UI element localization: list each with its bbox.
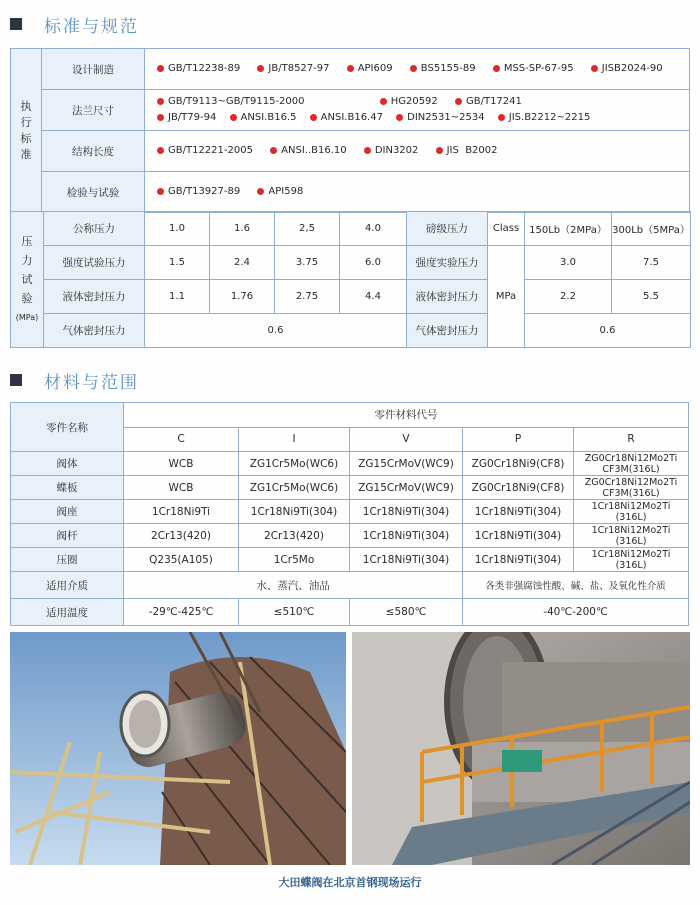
pressure-class-value: 150Lb（2MPa）	[525, 212, 612, 246]
pressure-mpa-unit: MPa	[488, 246, 525, 348]
material-cell: ZG1Cr5Mo(WC6)	[239, 452, 350, 476]
pressure-label-gas: 气体密封压力	[44, 314, 145, 348]
material-cell: 1Cr18Ni9Ti(304)	[463, 548, 574, 572]
standards-table	[10, 48, 690, 213]
bullet-dot-icon	[455, 98, 462, 105]
material-code: R	[574, 427, 689, 452]
temp-label: 适用温度	[11, 599, 124, 626]
pressure-right-label: 磅级压力	[407, 212, 488, 246]
bullet-dot-icon	[498, 114, 505, 121]
pressure-right-label: 液体密封压力	[407, 280, 488, 314]
pressure-value: 3.75	[275, 246, 340, 280]
pressure-value: 1.0	[145, 212, 210, 246]
section-title-materials	[10, 368, 139, 392]
pressure-side-label: 压力试验 (MPa)	[11, 212, 44, 348]
std-item: JB/T8527-97	[257, 63, 329, 74]
material-cell: 1Cr18Ni9Ti(304)	[350, 500, 463, 524]
standards-side-label: 执行标准	[11, 49, 42, 213]
std-label-flange: 法兰尺寸	[42, 90, 145, 131]
material-cell: ZG0Cr18Ni12Mo2Ti CF3M(316L)	[574, 452, 689, 476]
photo-valve-platform	[352, 632, 690, 865]
std-item: GB/T17241	[455, 96, 522, 107]
material-cell: 2Cr13(420)	[239, 524, 350, 548]
pressure-class-value: 300Lb（5MPa）	[612, 212, 691, 246]
bullet-dot-icon	[230, 114, 237, 121]
material-cell: 1Cr18Ni12Mo2Ti (316L)	[574, 548, 689, 572]
temp-value: -40℃-200℃	[463, 599, 689, 626]
bullet-dot-icon	[347, 65, 354, 72]
part-name: 阀体	[11, 452, 124, 476]
pressure-value: 0.6	[145, 314, 407, 348]
std-item: GB/T12238-89	[157, 63, 240, 74]
pressure-value: 6.0	[340, 246, 407, 280]
bullet-dot-icon	[157, 98, 164, 105]
bullet-dot-icon	[270, 147, 277, 154]
pressure-right-label: 气体密封压力	[407, 314, 488, 348]
pressure-class-value: 3.0	[525, 246, 612, 280]
bullet-dot-icon	[493, 65, 500, 72]
table-row	[11, 500, 689, 524]
pressure-table	[10, 211, 691, 348]
pressure-value: 1.5	[145, 246, 210, 280]
material-cell: Q235(A105)	[124, 548, 239, 572]
std-item: HG20592	[380, 96, 438, 107]
std-test-items	[145, 172, 690, 213]
pressure-value: 1.1	[145, 280, 210, 314]
material-code: P	[463, 427, 574, 452]
material-cell: 1Cr18Ni9Ti	[124, 500, 239, 524]
photo-valve-tower	[10, 632, 346, 865]
pressure-label-liquid: 液体密封压力	[44, 280, 145, 314]
std-item: JIS B2002	[436, 145, 498, 156]
material-cell: ZG0Cr18Ni9(CF8)	[463, 452, 574, 476]
temp-value: ≤510℃	[239, 599, 350, 626]
table-row	[11, 548, 689, 572]
std-length-items	[145, 131, 690, 172]
table-row	[11, 524, 689, 548]
pressure-value: 4.0	[340, 212, 407, 246]
bullet-dot-icon	[364, 147, 371, 154]
std-item: API598	[257, 186, 303, 197]
std-flange-items	[145, 90, 690, 131]
pressure-label-strength: 强度试验压力	[44, 246, 145, 280]
pressure-value: 2,5	[275, 212, 340, 246]
part-name: 阀杆	[11, 524, 124, 548]
bullet-dot-icon	[396, 114, 403, 121]
media-label: 适用介质	[11, 572, 124, 599]
std-item: JIS.B2212~2215	[498, 112, 591, 123]
material-cell: WCB	[124, 452, 239, 476]
material-cell: 1Cr18Ni9Ti(304)	[239, 500, 350, 524]
temp-value: -29℃-425℃	[124, 599, 239, 626]
media-value: 各类非强腐蚀性酸、碱、盐、及氧化性介质	[463, 572, 689, 599]
pressure-class-value: 5.5	[612, 280, 691, 314]
std-item: ANSI.B16.47	[310, 112, 383, 123]
material-cell: 1Cr18Ni9Ti(304)	[350, 524, 463, 548]
materials-part-header: 零件名称	[11, 403, 124, 452]
material-cell: ZG15CrMoV(WC9)	[350, 452, 463, 476]
material-cell: 1Cr18Ni9Ti(304)	[350, 548, 463, 572]
materials-code-header: 零件材料代号	[124, 403, 689, 428]
std-item: API609	[347, 63, 393, 74]
std-item: GB/T9113~GB/T9115-2000	[157, 96, 305, 107]
bullet-dot-icon	[436, 147, 443, 154]
std-item: GB/T13927-89	[157, 186, 240, 197]
square-bullet-icon	[10, 374, 22, 386]
std-item: DIN3202	[364, 145, 419, 156]
pressure-class-value: 0.6	[525, 314, 691, 348]
material-cell: 1Cr18Ni12Mo2Ti (316L)	[574, 500, 689, 524]
table-row	[11, 452, 689, 476]
std-item: JB/T79-94	[157, 112, 216, 123]
bullet-dot-icon	[410, 65, 417, 72]
photo-caption: 大田蝶阀在北京首钢现场运行	[278, 876, 422, 889]
pressure-class-value: 7.5	[612, 246, 691, 280]
material-cell: 1Cr18Ni9Ti(304)	[463, 500, 574, 524]
material-cell: 2Cr13(420)	[124, 524, 239, 548]
part-name: 蝶板	[11, 476, 124, 500]
materials-table	[10, 402, 689, 626]
std-item: DIN2531~2534	[396, 112, 484, 123]
bullet-dot-icon	[157, 147, 164, 154]
bullet-dot-icon	[157, 65, 164, 72]
pressure-value: 2.75	[275, 280, 340, 314]
bullet-dot-icon	[257, 65, 264, 72]
material-cell: 1Cr18Ni9Ti(304)	[463, 524, 574, 548]
std-item: BS5155-89	[410, 63, 476, 74]
pressure-right-label: 强度实验压力	[407, 246, 488, 280]
square-bullet-icon	[10, 18, 22, 30]
std-label-test: 检验与试验	[42, 172, 145, 213]
pressure-label-nominal: 公称压力	[44, 212, 145, 246]
material-code: V	[350, 427, 463, 452]
material-cell: 1Cr5Mo	[239, 548, 350, 572]
bullet-dot-icon	[157, 188, 164, 195]
pressure-value: 2.4	[210, 246, 275, 280]
bullet-dot-icon	[310, 114, 317, 121]
material-cell: ZG15CrMoV(WC9)	[350, 476, 463, 500]
part-name: 阀座	[11, 500, 124, 524]
std-item: MSS-SP-67-95	[493, 63, 574, 74]
material-cell: ZG1Cr5Mo(WC6)	[239, 476, 350, 500]
std-design-items	[145, 49, 690, 90]
section-title-standards	[10, 12, 139, 36]
pressure-value: 1.76	[210, 280, 275, 314]
table-row	[11, 476, 689, 500]
media-value: 水、蒸汽、油品	[124, 572, 463, 599]
pressure-unit: Class	[488, 212, 525, 246]
bullet-dot-icon	[157, 114, 164, 121]
std-item: GB/T12221-2005	[157, 145, 253, 156]
pressure-value: 4.4	[340, 280, 407, 314]
std-label-length: 结构长度	[42, 131, 145, 172]
material-code: I	[239, 427, 350, 452]
pressure-value: 1.6	[210, 212, 275, 246]
std-item: ANSI..B16.10	[270, 145, 346, 156]
material-code: C	[124, 427, 239, 452]
std-item: ANSI.B16.5	[230, 112, 297, 123]
bullet-dot-icon	[257, 188, 264, 195]
material-cell: 1Cr18Ni12Mo2Ti (316L)	[574, 524, 689, 548]
section-title-text: 材料与范围	[44, 372, 139, 393]
std-item: JISB2024-90	[591, 63, 663, 74]
section-title-text: 标准与规范	[44, 16, 139, 37]
material-cell: ZG0Cr18Ni9(CF8)	[463, 476, 574, 500]
material-cell: WCB	[124, 476, 239, 500]
temp-value: ≤580℃	[350, 599, 463, 626]
material-cell: ZG0Cr18Ni12Mo2Ti CF3M(316L)	[574, 476, 689, 500]
std-label-design: 设计制造	[42, 49, 145, 90]
pressure-class-value: 2.2	[525, 280, 612, 314]
bullet-dot-icon	[591, 65, 598, 72]
bullet-dot-icon	[380, 98, 387, 105]
part-name: 压圈	[11, 548, 124, 572]
